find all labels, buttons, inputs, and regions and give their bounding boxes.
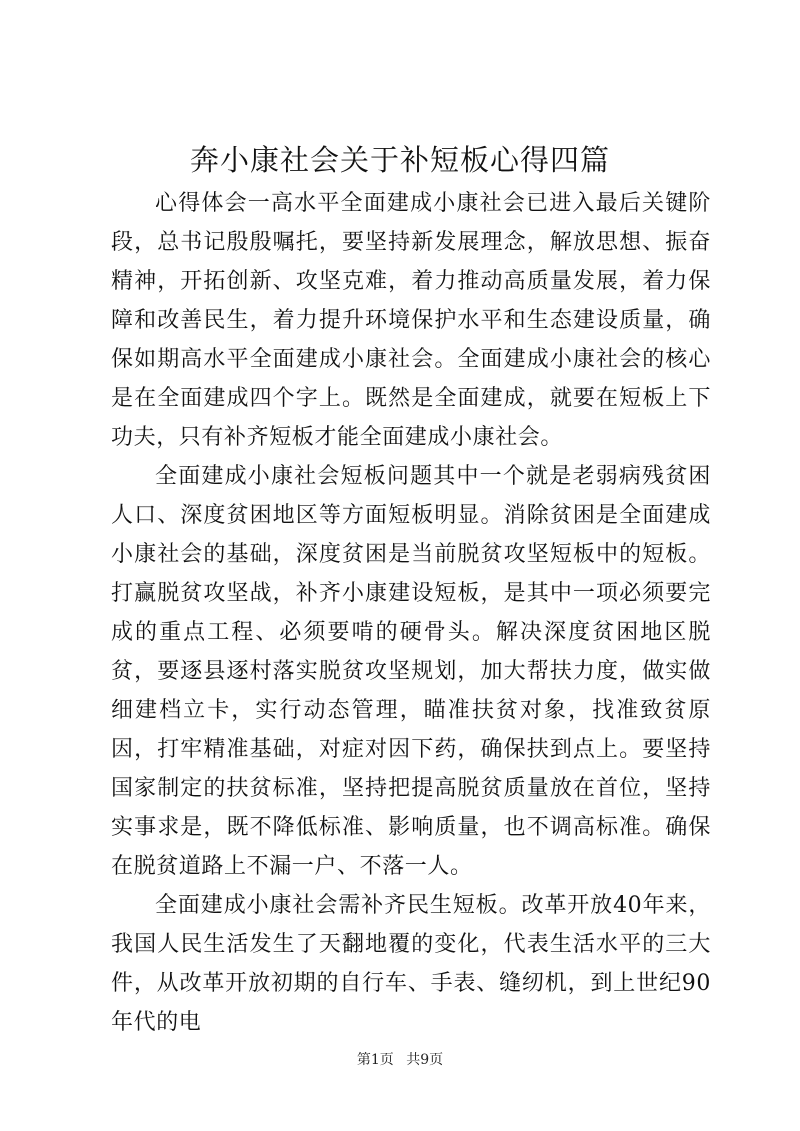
- page-footer: [0, 1050, 800, 1070]
- document-body: [111, 184, 711, 1042]
- paragraph-2: 全面建成小康社会短板问题其中一个就是老弱病残贫困人口、深度贫困地区等方面短板明显。消除贫困是全面建成小康社会的基础，深度贫困是当前脱贫攻坚短板中的短板。打赢脱贫攻坚战，补齐小康建设短板，是其中一项必须要完成的重点工程、必须要啃的硬骨头。解决深度贫困地区脱贫，要逐县逐村落实脱贫攻坚规划，加大帮扶力度，做实做细建档立卡，实行动态管理，瞄准扶贫对象，找准致贫原因，打牢精准基础，对症对因下药，确保扶到点上。要坚持国家制定的扶贫标准，坚持把提高脱贫质量放在首位，坚持实事求是，既不降低标准、影响质量，也不调高标准。确保在脱贫道路上不漏一户、不落一人。: [111, 464, 711, 879]
- page-number: 第1页: [356, 1052, 394, 1068]
- paragraph-3: 全面建成小康社会需补齐民生短板。改革开放40年来，我国人民生活发生了天翻地覆的变化，代表生活水平的三大件，从改革开放初期的自行车、手表、缝纫机，到上世纪90年代的电: [111, 893, 711, 1035]
- document-title: 奔小康社会关于补短板心得四篇: [189, 143, 610, 177]
- total-pages: 共9页: [406, 1052, 444, 1068]
- paragraph-1: 心得体会一高水平全面建成小康社会已进入最后关键阶段，总书记殷殷嘱托，要坚持新发展理念，解放思想、振奋精神，开拓创新、攻坚克难，着力推动高质量发展，着力保障和改善民生，着力提升环境保护水平和生态建设质量，确保如期高水平全面建成小康社会。全面建成小康社会的核心是在全面建成四个字上。既然是全面建成，就要在短板上下功夫，只有补齐短板才能全面建成小康社会。: [111, 191, 711, 450]
